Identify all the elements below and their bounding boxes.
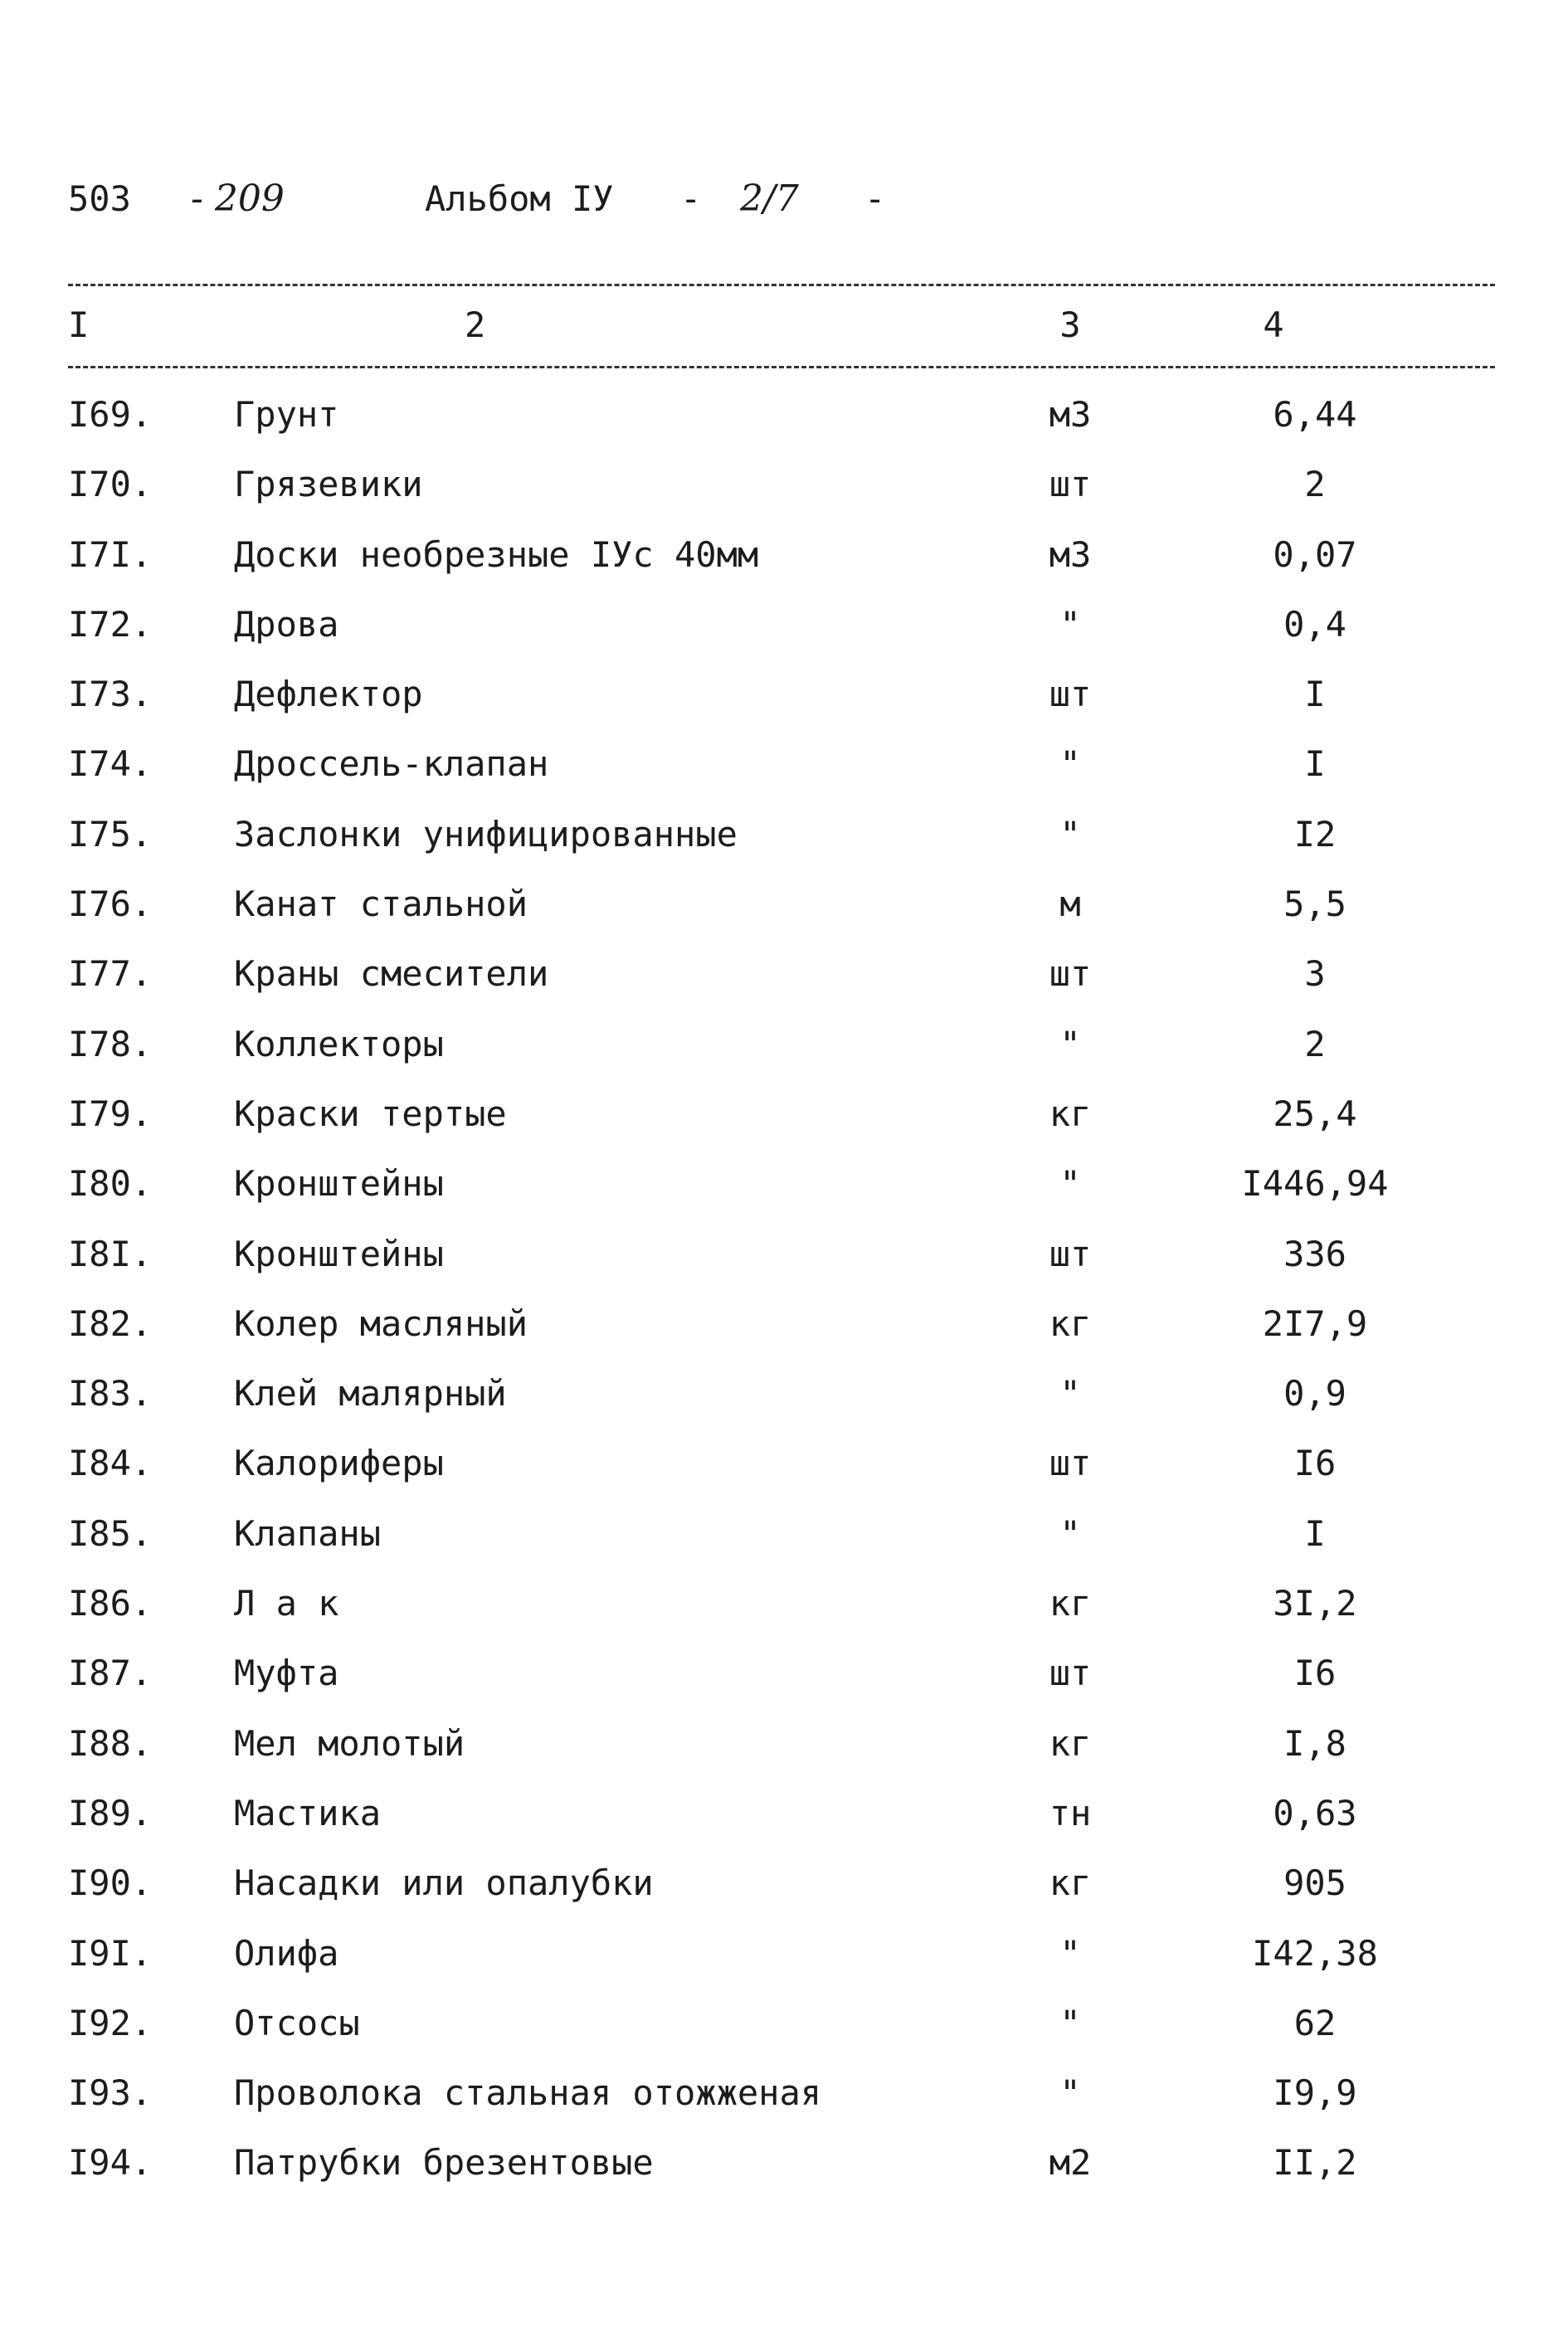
- row-quantity: 2I7,9: [1262, 1303, 1368, 1344]
- row-item-name: Мел молотый: [234, 1722, 465, 1764]
- table-row: [0, 2128, 1568, 2198]
- table-row: [0, 1499, 1568, 1569]
- row-number: I84.: [68, 1443, 153, 1484]
- row-unit: тн: [1049, 1792, 1092, 1833]
- row-number: I88.: [68, 1722, 153, 1764]
- row-unit: ": [1059, 603, 1081, 645]
- row-item-name: Клей малярный: [234, 1373, 507, 1415]
- row-number: I8I.: [68, 1233, 153, 1274]
- row-unit: м3: [1049, 533, 1092, 575]
- row-quantity: I: [1304, 1512, 1326, 1554]
- row-number: I92.: [68, 2002, 153, 2043]
- table-row: [0, 1709, 1568, 1779]
- table-row: [0, 1569, 1568, 1639]
- row-quantity: I: [1304, 674, 1326, 715]
- table-row: [0, 1848, 1568, 1918]
- row-number: I74.: [68, 743, 153, 785]
- row-unit: шт: [1049, 1233, 1092, 1274]
- row-quantity: II,2: [1273, 2142, 1357, 2184]
- row-item-name: Насадки или опалубки: [234, 1863, 654, 1904]
- handwritten-page-number: 2/7: [740, 178, 799, 220]
- row-item-name: Дрова: [234, 603, 339, 645]
- row-item-name: Дефлектор: [234, 674, 423, 715]
- row-number: I93.: [68, 2072, 153, 2114]
- row-item-name: Доски необрезные IУс 40мм: [234, 533, 759, 575]
- row-item-name: Дроссель-клапан: [234, 743, 549, 785]
- column-header-4: 4: [1263, 304, 1284, 345]
- table-row: [0, 1359, 1568, 1429]
- row-quantity: I: [1304, 743, 1326, 785]
- row-unit: шт: [1049, 953, 1092, 995]
- row-unit: м2: [1049, 2142, 1092, 2184]
- table-row: [0, 660, 1568, 729]
- row-number: I73.: [68, 674, 153, 715]
- album-label: Альбом IУ: [425, 178, 614, 219]
- row-number: I87.: [68, 1653, 153, 1694]
- row-quantity: 25,4: [1273, 1093, 1357, 1134]
- row-unit: ": [1059, 1163, 1081, 1205]
- table-row: [0, 2058, 1568, 2128]
- row-item-name: Л а к: [234, 1583, 339, 1624]
- row-number: I80.: [68, 1163, 153, 1205]
- row-quantity: I42,38: [1252, 1932, 1378, 1974]
- row-item-name: Муфта: [234, 1653, 339, 1694]
- row-quantity: 3I,2: [1273, 1583, 1357, 1624]
- row-item-name: Канат стальной: [234, 884, 528, 925]
- row-number: I83.: [68, 1373, 153, 1415]
- row-number: I75.: [68, 813, 153, 855]
- row-unit: ": [1059, 743, 1081, 785]
- table-top-rule: [68, 284, 1495, 286]
- row-number: I78.: [68, 1023, 153, 1064]
- row-unit: ": [1059, 1023, 1081, 1064]
- header-dash-end: -: [864, 178, 886, 219]
- row-number: I72.: [68, 603, 153, 645]
- row-item-name: Проволока стальная отожженая: [234, 2072, 822, 2114]
- row-unit: ": [1059, 1932, 1081, 1974]
- row-number: I90.: [68, 1863, 153, 1904]
- row-item-name: Олифа: [234, 1932, 339, 1974]
- row-unit: кг: [1049, 1863, 1092, 1904]
- row-item-name: Клапаны: [234, 1512, 382, 1554]
- row-quantity: 5,5: [1283, 884, 1346, 925]
- table-row: [0, 520, 1568, 590]
- column-header-1: I: [68, 304, 90, 345]
- row-unit: шт: [1049, 674, 1092, 715]
- row-number: I77.: [68, 953, 153, 995]
- row-unit: кг: [1049, 1093, 1092, 1134]
- row-number: I9I.: [68, 1932, 153, 1974]
- row-number: I94.: [68, 2142, 153, 2184]
- row-quantity: I,8: [1283, 1722, 1346, 1764]
- table-row: [0, 800, 1568, 869]
- row-unit: шт: [1049, 1443, 1092, 1484]
- row-unit: ": [1059, 2002, 1081, 2043]
- table-row: [0, 1639, 1568, 1708]
- row-number: I76.: [68, 884, 153, 925]
- column-header-2: 2: [465, 304, 486, 345]
- row-quantity: I9,9: [1273, 2072, 1357, 2114]
- table-row: [0, 1289, 1568, 1359]
- row-unit: м: [1059, 884, 1081, 925]
- row-number: I69.: [68, 394, 153, 435]
- row-quantity: 336: [1283, 1233, 1346, 1274]
- table-row: [0, 1779, 1568, 1848]
- row-number: I86.: [68, 1583, 153, 1624]
- row-quantity: I2: [1293, 813, 1337, 855]
- row-item-name: Колер масляный: [234, 1303, 528, 1344]
- table-row: [0, 1149, 1568, 1219]
- row-unit: ": [1059, 1512, 1081, 1554]
- row-item-name: Коллекторы: [234, 1023, 444, 1064]
- row-number: I7I.: [68, 533, 153, 575]
- row-quantity: 905: [1283, 1863, 1346, 1904]
- table-row: [0, 1010, 1568, 1079]
- row-unit: м3: [1049, 394, 1092, 435]
- row-item-name: Краны смесители: [234, 953, 549, 995]
- row-unit: кг: [1049, 1583, 1092, 1624]
- row-unit: шт: [1049, 464, 1092, 505]
- table-row: [0, 1079, 1568, 1149]
- row-item-name: Грязевики: [234, 464, 423, 505]
- row-number: I82.: [68, 1303, 153, 1344]
- row-item-name: Отсосы: [234, 2002, 360, 2043]
- row-quantity: 0,9: [1283, 1373, 1346, 1415]
- table-row: [0, 380, 1568, 450]
- row-quantity: 0,07: [1273, 533, 1357, 575]
- header-dash: -: [680, 178, 702, 219]
- row-item-name: Мастика: [234, 1792, 382, 1833]
- table-row: [0, 1220, 1568, 1289]
- row-number: I79.: [68, 1093, 153, 1134]
- table-row: [0, 1919, 1568, 1989]
- table-row: [0, 939, 1568, 1009]
- row-item-name: Кронштейны: [234, 1233, 444, 1274]
- row-quantity: 2: [1304, 464, 1326, 505]
- row-number: I89.: [68, 1792, 153, 1833]
- page-number: 503: [68, 178, 131, 219]
- row-unit: кг: [1049, 1722, 1092, 1764]
- row-item-name: Грунт: [234, 394, 339, 435]
- row-quantity: 0,63: [1273, 1792, 1357, 1833]
- row-item-name: Заслонки унифицированные: [234, 813, 738, 855]
- table-row: [0, 450, 1568, 519]
- row-quantity: 3: [1304, 953, 1326, 995]
- table-row: [0, 869, 1568, 939]
- row-number: I70.: [68, 464, 153, 505]
- table-row: [0, 590, 1568, 660]
- row-quantity: 2: [1304, 1023, 1326, 1064]
- row-unit: ": [1059, 1373, 1081, 1415]
- table-row: [0, 1429, 1568, 1498]
- column-header-3: 3: [1059, 304, 1081, 345]
- row-item-name: Патрубки брезентовые: [234, 2142, 654, 2184]
- row-item-name: Калориферы: [234, 1443, 444, 1484]
- row-quantity: 62: [1293, 2002, 1337, 2043]
- row-quantity: I446,94: [1241, 1163, 1389, 1205]
- row-unit: шт: [1049, 1653, 1092, 1694]
- handwritten-sheet-number: - 209: [191, 178, 285, 220]
- row-quantity: I6: [1293, 1653, 1337, 1694]
- row-number: I85.: [68, 1512, 153, 1554]
- row-quantity: I6: [1293, 1443, 1337, 1484]
- row-unit: кг: [1049, 1303, 1092, 1344]
- row-item-name: Краски тертые: [234, 1093, 507, 1134]
- table-body: [0, 380, 1568, 2199]
- row-quantity: 0,4: [1283, 603, 1346, 645]
- table-row: [0, 729, 1568, 799]
- table-row: [0, 1989, 1568, 2058]
- row-quantity: 6,44: [1273, 394, 1357, 435]
- row-unit: ": [1059, 2072, 1081, 2114]
- table-header-rule: [68, 366, 1495, 368]
- row-item-name: Кронштейны: [234, 1163, 444, 1205]
- row-unit: ": [1059, 813, 1081, 855]
